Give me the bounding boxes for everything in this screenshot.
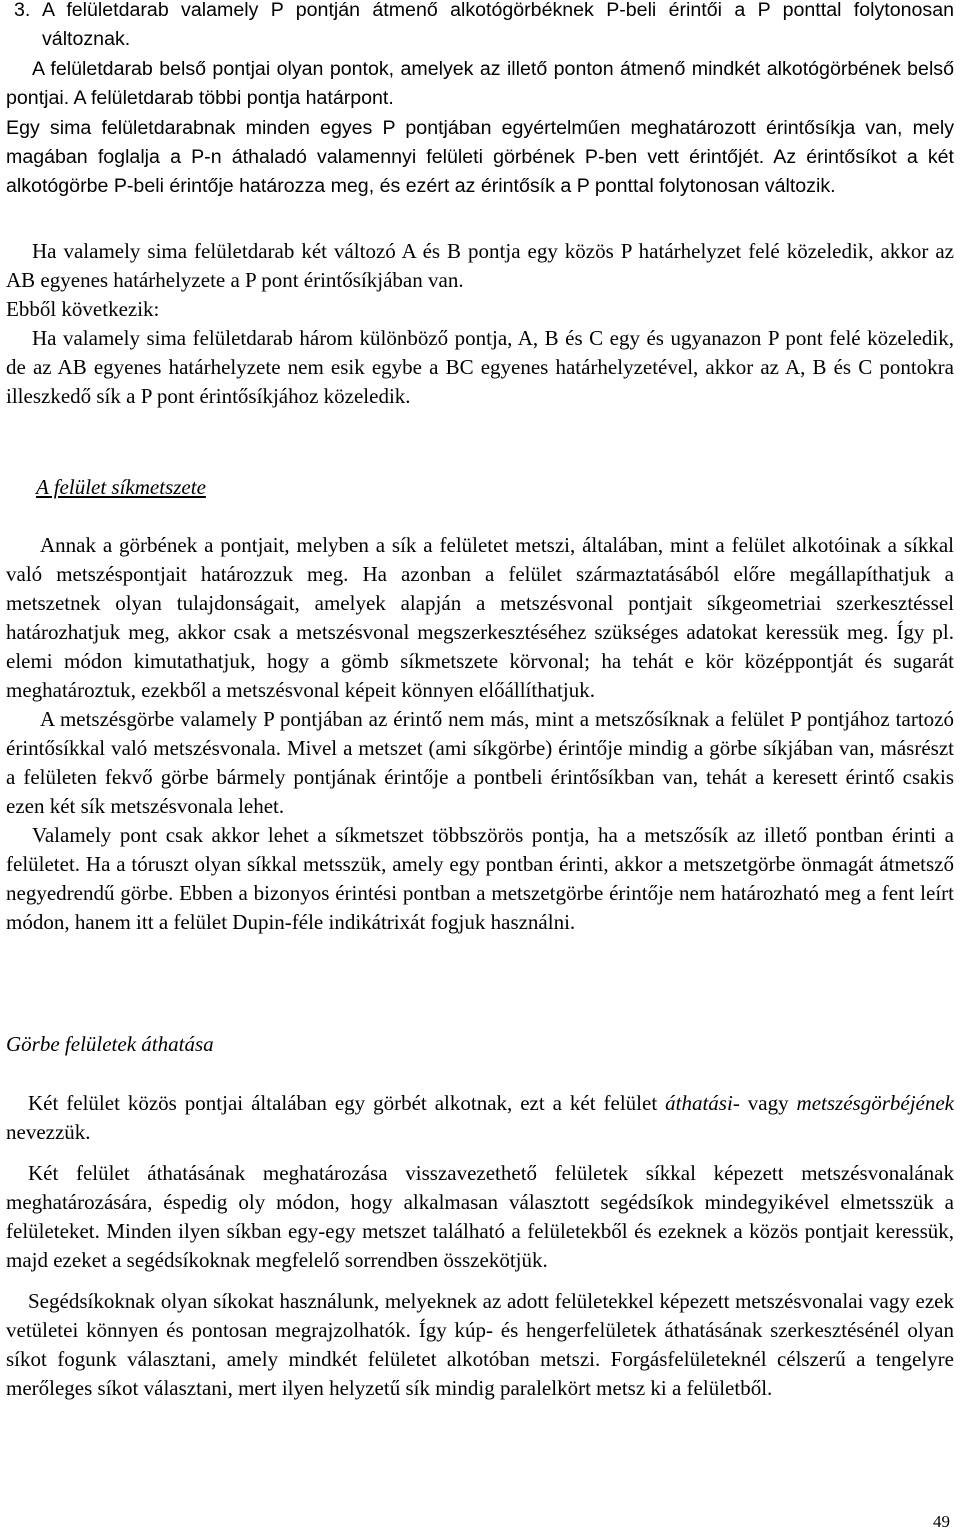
paragraph-consequence-intro: Ebből következik: <box>6 297 160 321</box>
page-number: 49 <box>933 1512 950 1531</box>
paragraph-tangent-plane: Egy sima felületdarabnak minden egyes P pontjában egyértelműen meghatározott érintősíkja van, mely magában foglalja a P-n áthaladó valamennyi felületi görbének P-ben vett érintőjét. Az érintősíkot a két alkotógörbe P-beli érintője határozza meg, és ezért az érintősík a P ponttal folytonosan változik. <box>6 116 954 198</box>
numbered-item-3 <box>0 0 960 55</box>
item-number: 3. <box>14 0 31 21</box>
paragraph-plane-section-2: A metszésgörbe valamely P pontjában az érintő nem más, mint a metszősíknak a felület P pontjához tartozó érintősíkkal való metszésvonala. Mivel a metszet (ami síkgörbe) érintője mindig a görbe síkjában van, másrészt a felületen fekvő görbe bármely pontjának érintője a pontbeli érintősíkban van, tehát a keresett érintő csakis ezen két sík metszésvonala lehet. <box>6 707 954 818</box>
section-heading-intersection: Görbe felületek áthatása <box>6 1032 214 1056</box>
paragraph-limit-position: Ha valamely sima felületdarab két változó A és B pontja egy közös P határhelyzet felé közeledik, akkor az AB egyenes határhelyzete a P pont érintősíkjában van. <box>6 239 954 292</box>
paragraph-interior-points: A felületdarab belső pontjai olyan pontok, amelyek az illető ponton átmenő mindkét alkotógörbének belső pontjai. A felületdarab többi pontja határpont. <box>6 57 954 110</box>
paragraph-intersection-1 <box>0 1089 960 1147</box>
section-heading-plane-section: A felület síkmetszete <box>36 475 206 499</box>
section-plane-section <box>0 531 960 937</box>
term-intersection-curve: áthatási <box>665 1091 733 1115</box>
paragraph-intersection-3: Segédsíkoknak olyan síkokat használunk, melyeknek az adott felületekkel képezett metszésvonalai vagy ezek vetületei könnyen és pontosan megrajzolhatók. Így kúp- és hengerfelületek áthatásának szerkesztésénél olyan síkot fogunk választani, amely mindkét felületet alkotóban metszi. Forgásfelületeknél célszerű a tengelyre merőleges síkot választani, mert ilyen helyzetű sík mindig paralelkört metsz ki a felületből. <box>6 1289 954 1400</box>
item-text: A felületdarab valamely P pontján átmenő alkotógörbéknek P-beli érintői a P ponttal folytonosan változnak. <box>42 0 954 51</box>
intro-block <box>0 0 960 202</box>
paragraph-plane-section-3: Valamely pont csak akkor lehet a síkmetszet többszörös pontja, ha a metszősík az illető pontban érinti a felületet. Ha a tóruszt olyan síkkal metsszük, amely egy pontban érinti, akkor a metszetgörbe önmagát átmetsző negyedrendű görbe. Ebben a bizonyos érintési pontban a metszetgörbe érintője nem határozható meg a fent leírt módon, hanem itt a felület Dupin-féle indikátrixát fogjuk használni. <box>6 823 954 934</box>
paragraph-intersection-2: Két felület áthatásának meghatározása visszavezethető felületek síkkal képezett metszésvonalának meghatározására, éspedig oly módon, hogy alkalmasan választott segédsíkok mindegyikével elmetsszük a felületeket. Minden ilyen síkban egy-egy metszet található a felületekből és ezeknek a közös pontjait keressük, majd ezeket a segédsíkoknak megfelelő sorrendben összekötjük. <box>6 1161 954 1272</box>
paragraph-plane-section-1: Annak a görbének a pontjait, melyben a sík a felületet metszi, általában, mint a felület alkotóinak a síkkal való metszéspontjait határozzuk meg. Ha azonban a felület származtatásából előre megállapíthatjuk a metszetnek olyan tulajdonságait, amelyek alapján a metszésvonal pontjait síkgeometriai szerkesztéssel határozhatjuk meg, akkor csak a metszésvonal megszerkesztéséhez szükséges adatokat keressük meg. Így pl. elemi módon kimutathatjuk, hogy a gömb síkmetszete körvonal; ha tehát e kör középpontját és sugarát meghatároztuk, ezekből a metszésvonal képeit könnyen előállíthatjuk. <box>6 533 954 702</box>
intersection-text-end: nevezzük. <box>6 1120 91 1144</box>
section-intersection <box>0 1089 960 1403</box>
term-section-curve: metszésgörbéjének <box>796 1091 954 1115</box>
theorem-block <box>0 237 960 411</box>
intersection-text-start: Két felület közös pontjai általában egy görbét alkotnak, ezt a két felület <box>28 1091 666 1115</box>
intersection-text-mid: - vagy <box>732 1091 797 1115</box>
paragraph-consequence: Ha valamely sima felületdarab három különböző pontja, A, B és C egy és ugyanazon P pont felé közeledik, de az AB egyenes határhelyzete nem esik egybe a BC egyenes határhelyzetével, akkor az A, B és C pontokra illeszkedő sík a P pont érintősíkjához közeledik. <box>6 326 954 408</box>
